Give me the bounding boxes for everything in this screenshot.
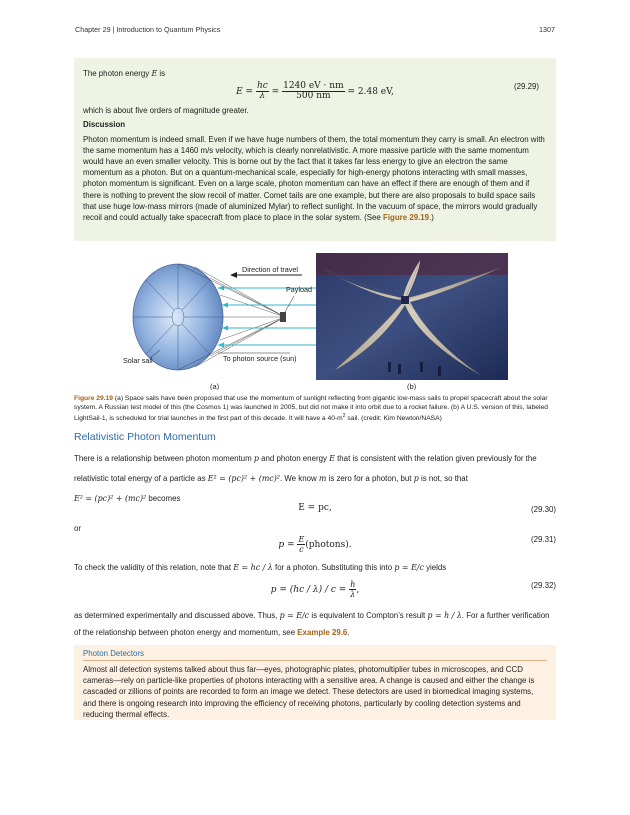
text: as determined experimentally and discussed above. Thus, (74, 611, 278, 620)
equation-29-29 (83, 79, 547, 105)
frac-den: 500 nm (296, 91, 331, 102)
text: . (347, 628, 350, 637)
solar-sail-diagram (123, 264, 320, 370)
text: becomes (148, 494, 181, 503)
subfigure-a-label: (a) (210, 382, 220, 390)
eq-rhs: (photons). (305, 540, 352, 550)
eq-result: = 2.48 eV, (347, 87, 394, 98)
note-text: Almost all detection systems talked about thus far—eyes, photographic plates, photomultiplier tubes in microscopes, and CCD cameras—rely on particle-like properties of photons interacting with a sensitive area. A change is caused and either the change is cascaded or zillions of points are recorded to form an image we detect. These detectors are used in biomedical imaging systems, and there is ongoing research into improving the efficiency of receiving photons, particularly by cooling detection systems and reducing thermal effects. (83, 665, 535, 719)
frac-den: λ (350, 590, 356, 599)
example-intro (83, 68, 547, 79)
discussion-paragraph (83, 134, 547, 224)
page-number: 1307 (539, 25, 555, 34)
equation-29-32 (74, 580, 556, 599)
text: is equivalent to Compton’s result (311, 611, 426, 620)
figure-link[interactable]: Figure 29.19 (383, 213, 430, 223)
caption-end: sail. (credit: Kim Newton/NASA) (345, 415, 442, 423)
label-direction-of-travel: Direction of travel (242, 265, 298, 274)
math-E: E (329, 454, 335, 463)
note-divider (83, 660, 547, 661)
discussion-text: Photon momentum is indeed small. Even if we have huge numbers of them, the total momentum they carry is small. An electron with the same momentum has a 1460 m/s velocity, which is clearly nonrelativistic. A more massive particle with the same momentum would have an even smaller velocity. This is borne out by the fact that it takes far less energy to give an electron the same momentum as a photon. But on a quantum-mechanical scale, especially for high-energy photons interacting with small masses, photon momentum is significant. Even on a large scale, photon momentum can have an effect if there are enough of them and if there is nothing to prevent the slow recoil of matter. Comet tails are one example, but there are also proposals to build space sails that use huge low-mass mirrors (made of aluminized Mylar) to reflect sunlight. In the vacuum of space, the mirrors would gradually recoil and could actually take spacecraft from place to place in the solar system. (See (83, 134, 545, 223)
text: To check the validity of this relation, note that (74, 563, 232, 572)
frac-den: c (299, 545, 304, 554)
photon-detectors-note (74, 645, 556, 720)
text: There is a relationship between photon momentum (74, 454, 252, 463)
eq-end: , (356, 585, 360, 595)
sail-hub (401, 296, 409, 304)
text: is not, so that (420, 474, 468, 483)
intro-text: The photon energy (83, 69, 150, 78)
text: that is consistent with the relation given previously for the relativistic total energy of a particle as (74, 454, 537, 483)
text: . For a further verification of the relationship between photon energy and momentum, see (74, 611, 550, 637)
label-photon-source: To photon source (sun) (223, 354, 297, 363)
discussion-heading: Discussion (83, 120, 126, 130)
subfigure-b-label: (b) (407, 382, 417, 390)
frac-num: E (298, 535, 305, 544)
text: and photon energy (261, 454, 327, 463)
fraction-values (282, 82, 345, 101)
math-p: p (253, 454, 259, 463)
figure-29-19 (120, 250, 510, 390)
example-box (74, 58, 556, 241)
math-energy-relation-2: E² = (pc)² + (mc)² (74, 494, 147, 503)
frac-num: hc (256, 81, 268, 92)
intro-text-end: is (159, 69, 166, 78)
equation-number-29-30: (29.30) (530, 505, 556, 514)
example-after-text: which is about five orders of magnitude greater. (83, 106, 249, 116)
math-m: m (318, 474, 327, 483)
paragraph-relativistic (74, 449, 556, 509)
payload-leader (285, 296, 294, 312)
intro-variable: E (151, 69, 158, 78)
equation-number-29-31: (29.31) (530, 535, 556, 544)
text: . We know (279, 474, 317, 483)
frac-num: 1240 eV · nm (283, 81, 344, 92)
fraction-hc-lambda (256, 82, 269, 101)
text: for a photon. Substituting this into (275, 563, 393, 572)
math-E-hc-lambda: E = hc / λ (233, 563, 273, 572)
note-title: Photon Detectors (83, 649, 144, 658)
math-p-E-c: p = E/c (394, 563, 424, 572)
math-p: p (413, 474, 419, 483)
example-link[interactable]: Example 29.6 (297, 628, 348, 637)
label-solar-sail: Solar sail (123, 356, 153, 365)
eq-equals: = (271, 87, 280, 98)
caption-label: Figure 29.19 (74, 395, 114, 402)
or-text: or (74, 524, 82, 533)
eq-lhs: E = (236, 87, 254, 98)
lightsail-photo (316, 253, 508, 380)
caption-text: (a) Space sails have been proposed that use the momentum of sunlight reflecting from gigantic low-mass sails to propel spacecraft about the solar system. A Russian test model of this (the Cosmos 1) was launched in 2005, but did not make it into orbit due to a rocket failure. (b) A U.S. version of this, labeled LightSail-1, is scheduled for trial launches in the first part of this decade. It will have a 40-m (74, 395, 548, 423)
caption-superscript: 2 (342, 413, 346, 420)
equation-29-31 (74, 535, 556, 554)
equation-number-29-32: (29.32) (530, 581, 556, 590)
running-header-chapter: Chapter 29 | Introduction to Quantum Physics (75, 25, 221, 34)
paragraph-check (74, 562, 556, 573)
math-energy-relation: E² = (pc)² + (mc)² (207, 474, 280, 483)
section-heading: Relativistic Photon Momentum (74, 431, 216, 443)
eq-lhs: p = (hc / λ) / c = (270, 585, 347, 595)
equation-29-30: E = pc, (298, 503, 332, 513)
text: is zero for a photon, but (328, 474, 412, 483)
equation-number: (29.29) (513, 82, 539, 92)
eq-lhs: p = (278, 540, 295, 550)
figure-illustration (120, 250, 510, 390)
label-payload: Payload (286, 285, 312, 294)
frac-num: h (350, 580, 356, 589)
payload-box (280, 312, 286, 322)
math-p-E-c: p = E/c (279, 611, 310, 620)
text: yields (426, 563, 447, 572)
frac-den: λ (259, 91, 266, 102)
math-p-h-lambda: p = h / λ (427, 611, 462, 620)
discussion-end: .) (429, 213, 434, 223)
paragraph-compton (74, 607, 556, 641)
figure-caption (74, 394, 556, 424)
photon-arrows (218, 286, 320, 348)
